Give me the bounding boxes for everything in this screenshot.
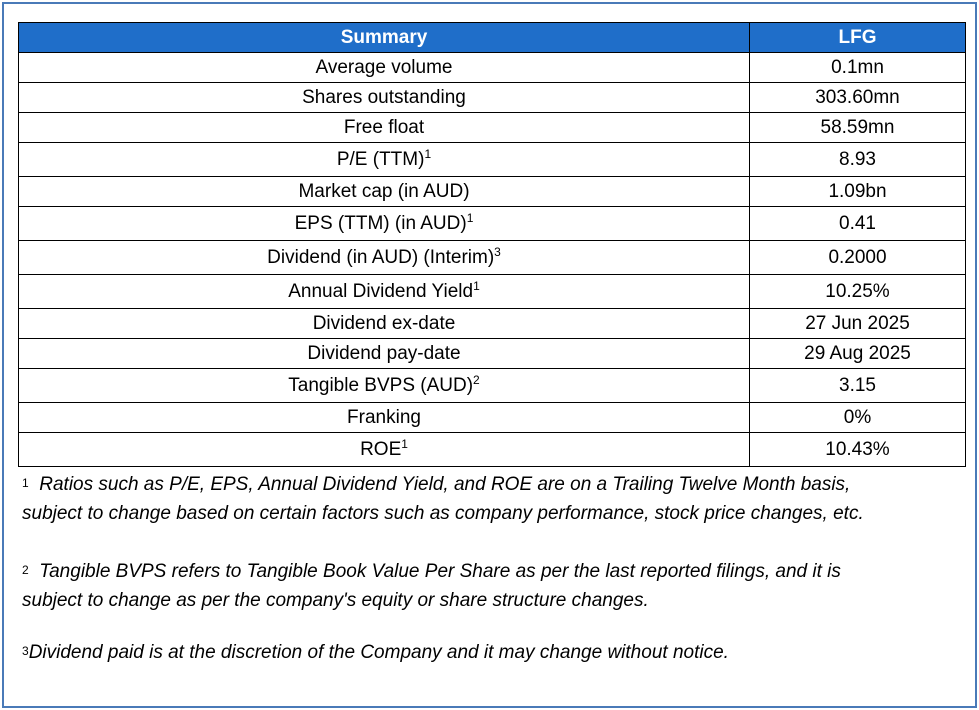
- row-label: [19, 433, 750, 467]
- table-row: [19, 309, 966, 339]
- row-value: 1.09bn: [750, 177, 966, 207]
- row-label-text: Tangible BVPS (AUD): [288, 374, 474, 396]
- footnote-ref: 1: [424, 146, 432, 161]
- row-value: 10.25%: [750, 275, 966, 309]
- row-value: 303.60mn: [750, 83, 966, 113]
- row-label: [19, 113, 750, 143]
- footnote-2: [22, 557, 962, 615]
- row-value: 0.41: [750, 207, 966, 241]
- row-label-text: Franking: [347, 406, 421, 428]
- row-label: [19, 177, 750, 207]
- footnote-line: subject to change based on certain factors such as company performance, stock price changes, etc.: [22, 503, 864, 524]
- footnote-marker: 3: [22, 644, 29, 658]
- footnote-marker: 1: [22, 476, 29, 490]
- table-row: [19, 339, 966, 369]
- row-label-text: EPS (TTM) (in AUD): [294, 212, 467, 234]
- row-value: 8.93: [750, 143, 966, 177]
- table-header-row: [19, 23, 966, 53]
- table-row: [19, 177, 966, 207]
- row-value: 0.1mn: [750, 53, 966, 83]
- row-label-text: Annual Dividend Yield: [288, 280, 474, 302]
- row-value: 3.15: [750, 369, 966, 403]
- summary-table: [18, 22, 966, 467]
- row-label-text: Dividend (in AUD) (Interim): [267, 246, 495, 268]
- row-label: [19, 309, 750, 339]
- row-label: [19, 53, 750, 83]
- header-ticker: LFG: [750, 23, 966, 53]
- footnote-ref: 1: [466, 210, 474, 225]
- row-label: [19, 241, 750, 275]
- row-label: [19, 83, 750, 113]
- row-label: [19, 369, 750, 403]
- footnote-marker: 2: [22, 563, 29, 577]
- row-label-text: Market cap (in AUD): [298, 180, 470, 202]
- footnote-ref: 1: [401, 436, 408, 451]
- row-label-text: P/E (TTM): [336, 148, 425, 170]
- row-label-text: Dividend ex-date: [312, 312, 456, 334]
- row-value: 0.2000: [750, 241, 966, 275]
- footnotes: [22, 470, 962, 667]
- table-row: [19, 433, 966, 467]
- table-row: [19, 207, 966, 241]
- footnote-line: Ratios such as P/E, EPS, Annual Dividend Yield, and ROE are on a Trailing Twelve Month basis,: [39, 474, 851, 495]
- row-label: [19, 207, 750, 241]
- row-value: 0%: [750, 403, 966, 433]
- table-row: [19, 113, 966, 143]
- table-row: [19, 369, 966, 403]
- row-label: [19, 339, 750, 369]
- table-row: [19, 143, 966, 177]
- row-label-text: Average volume: [315, 56, 453, 78]
- row-label-text: Dividend pay-date: [307, 342, 461, 364]
- row-value: 58.59mn: [750, 113, 966, 143]
- row-label-text: ROE: [360, 438, 402, 460]
- header-summary: Summary: [19, 23, 750, 53]
- footnote-1: [22, 470, 962, 528]
- row-label-text: Shares outstanding: [302, 86, 466, 108]
- table-row: [19, 403, 966, 433]
- table-row: [19, 275, 966, 309]
- row-label: [19, 275, 750, 309]
- row-value: 27 Jun 2025: [750, 309, 966, 339]
- footnote-line: Tangible BVPS refers to Tangible Book Value Per Share as per the last reported filings, and it is: [39, 561, 841, 582]
- footnote-ref: 1: [473, 278, 480, 293]
- table-row: [19, 53, 966, 83]
- footnote-ref: 2: [473, 372, 480, 387]
- footnote-ref: 3: [494, 244, 501, 259]
- table-row: [19, 83, 966, 113]
- summary-panel: [2, 2, 977, 708]
- row-label-text: Free float: [343, 116, 425, 138]
- table-row: [19, 241, 966, 275]
- row-value: 29 Aug 2025: [750, 339, 966, 369]
- footnote-3: [22, 638, 962, 667]
- row-label: [19, 143, 750, 177]
- footnote-line: Dividend paid is at the discretion of the Company and it may change without notice.: [28, 642, 729, 663]
- row-label: [19, 403, 750, 433]
- footnote-line: subject to change as per the company's equity or share structure changes.: [22, 590, 649, 611]
- row-value: 10.43%: [750, 433, 966, 467]
